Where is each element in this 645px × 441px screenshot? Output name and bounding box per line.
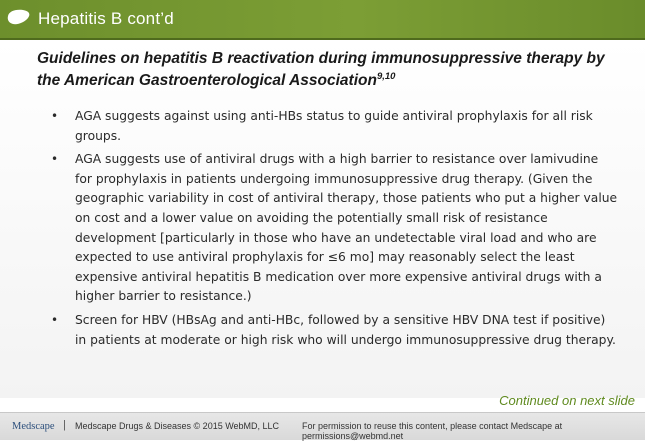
- permission-text: For permission to reuse this content, please contact Medscape at permissions@webmd.net: [302, 421, 563, 441]
- slide-title: Hepatitis B cont’d: [38, 9, 174, 28]
- medscape-logo: Medscape: [12, 421, 55, 432]
- bullet-text: AGA suggests against using anti-HBs status to guide antiviral prophylaxis for all risk groups.: [75, 109, 593, 143]
- bullet-text: AGA suggests use of antiviral drugs with a high barrier to resistance over lamivudine for prophylaxis in patients undergoing immunosuppressive drug therapy. (Given the geographic variability in cost of antiviral therapy, those patients who put a higher value on cost and a lower value on avoiding the potentially small risk of resistance development [particularly in those who have an undetectable viral load and who are expected to use antiviral prophylaxis for ≤6 mo] may reasonably select the least expensive antiviral hepatitis B medication over more expensive antiviral drugs with a higher barrier to resistance.): [75, 152, 618, 304]
- bullet-list: [47, 107, 619, 354]
- heading-references: 9,10: [376, 70, 396, 82]
- footer-separator: |: [63, 419, 66, 431]
- liver-icon: [6, 8, 32, 28]
- bullet-item: [47, 150, 619, 307]
- bullet-dot-icon: •: [51, 312, 59, 327]
- bullet-item: [47, 311, 619, 350]
- bullet-dot-icon: •: [51, 109, 59, 123]
- copyright-text: Medscape Drugs & Diseases © 2015 WebMD, LLC: [75, 421, 280, 431]
- bullet-dot-icon: •: [51, 152, 59, 167]
- slide-heading: [37, 48, 617, 92]
- title-bar: [0, 0, 645, 38]
- footer-bar: [0, 412, 645, 440]
- bullet-item: [47, 107, 619, 146]
- heading-text: Guidelines on hepatitis B reactivation during immunosuppressive therapy by the American Gastroenterological Association: [37, 50, 605, 89]
- continued-note: Continued on next slide: [499, 393, 635, 408]
- bullet-text: Screen for HBV (HBsAg and anti-HBc, followed by a sensitive HBV DNA test if positive) in patients at moderate or high risk who will undergo immunosuppressive drug therapy.: [75, 312, 616, 347]
